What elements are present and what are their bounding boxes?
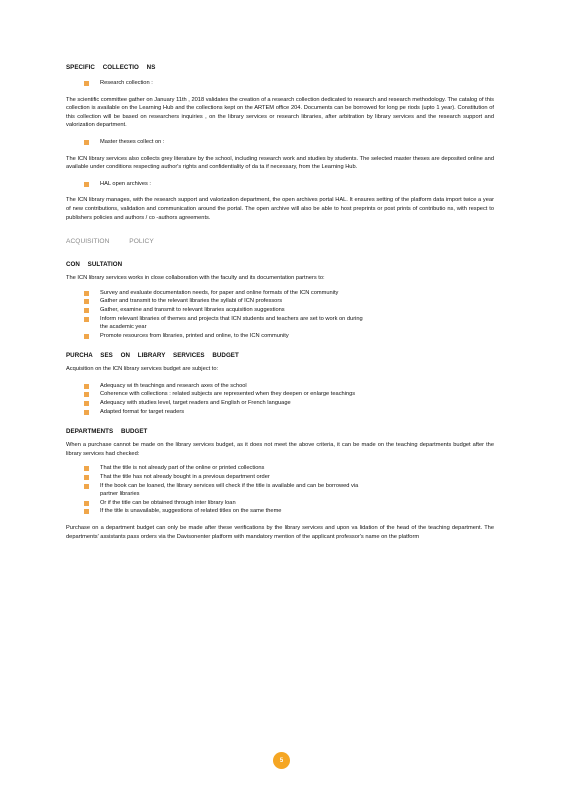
square-bullet-icon [84,401,89,406]
subsection-master-theses: Master theses collect on : [66,138,494,147]
square-bullet-icon [84,484,89,489]
paragraph-hal-open-archives: The ICN library manages, with the research support and valorization department, the open archives portal HAL. It ensures setting of the platform data import twice a year of new contributions, validation and communication around the portal. The open archive will also be able to host preprints or post prints of contributio ns, with respect to publishers policies and authors / co -authors agreements. [66,197,494,221]
page-number-badge: 5 [273,752,290,769]
square-bullet-icon [84,140,89,145]
list-item: Survey and evaluate documentation needs, for paper and online formats of the ICN community [84,289,494,298]
departments-list [66,464,494,516]
subsection-research-collection: Research collection : [66,79,494,88]
list-item: If the book can be loaned, the library services will check if the title is available and can be borrowed via [84,482,494,491]
list-item: Or if the title can be obtained through inter library loan [84,499,494,508]
square-bullet-icon [84,317,89,322]
consultation-list [66,289,494,341]
subheading-consultation: CON SULTATION [66,261,123,269]
section-heading-specific-collections: SPECIFIC COLLECTIO NS [66,64,156,71]
subheading-departments-budget: DEPARTMENTS BUDGET [66,428,148,436]
paragraph-research-collection: The scientific committee gather on January 11th , 2018 validates the creation of a research collection dedicated to research and research methodology. The catalog of this collection is available on the Learning Hub and the collections kept on the ARTEM office 204. Documents can be borrowed for long pe riods (upto 1 year). Constitution of this collection will be based on researchers inquiries , on the library services or research libraries, after arbitration by library services and the research support and valorization department. [66,96,494,129]
paragraph-departments-intro: When a purchase cannot be made on the library services budget, as it does not meet the above criteria, it can be made on the teaching departments budget after the library services had checked: [66,442,494,457]
list-item: Promote resources from libraries, printed and online, to the ICN community [84,332,494,341]
square-bullet-icon [84,410,89,415]
list-item: Adapted format for target readers [84,408,494,417]
paragraph-purchases-intro: Acquisition on the ICN library services budget are subject to: [66,366,219,373]
list-item: Adequacy with studies level, target readers and English or French language [84,399,494,408]
square-bullet-icon [84,475,89,480]
square-bullet-icon [84,334,89,339]
list-item: Inform relevant libraries of themes and projects that ICN students and teachers are set to work on during [84,315,494,324]
square-bullet-icon [84,501,89,506]
square-bullet-icon [84,466,89,471]
list-item: That the title has not already bought in a previous department order [84,473,494,482]
square-bullet-icon [84,291,89,296]
list-item-continuation: partner libraries [100,491,140,498]
square-bullet-icon [84,81,89,86]
list-item: If the title is unavailable, suggestions of related titles on the same theme [84,507,494,516]
paragraph-consultation-intro: The ICN library services works in close collaboration with the faculty and its documentation partners to: [66,275,325,282]
list-item: That the title is not already part of the online or printed collections [84,464,494,473]
paragraph-master-theses: The ICN library services also collects grey literature by the school, including research work and studies by students. The selected master theses are deposited online and available under conditions respecting author's rights and confidentiality of da ta if necessary, from the Learning Hub. [66,155,494,171]
square-bullet-icon [84,384,89,389]
paragraph-departments-outro: Purchase on a department budget can only be made after these verifications by the library services and upon va lidation of the head of the teaching department. The departments' assistants pass orders via the Davisonenter platform with mandatory mention of the applicant professor's name on the platform [66,525,494,540]
list-item-continuation: the academic year [100,324,147,331]
list-item: Gather, examine and transmit to relevant libraries acquisition suggestions [84,306,494,315]
square-bullet-icon [84,308,89,313]
list-item: Gather and transmit to the relevant libraries the syllabi of ICN professors [84,297,494,306]
list-item: Adequacy wi th teachings and research axes of the school [84,382,494,391]
section-heading-acquisition-policy: ACQUISITION POLICY [66,238,154,246]
square-bullet-icon [84,182,89,187]
subheading-purchases-library-budget: PURCHA SES ON LIBRARY SERVICES BUDGET [66,352,239,360]
square-bullet-icon [84,299,89,304]
purchases-list [66,382,494,416]
subsection-hal-open-archives: HAL open archives : [66,180,494,189]
list-item: Coherence with collections : related subjects are represented when they deepen or enlarge teachings [84,390,494,399]
document-page [66,64,494,541]
square-bullet-icon [84,509,89,514]
square-bullet-icon [84,392,89,397]
